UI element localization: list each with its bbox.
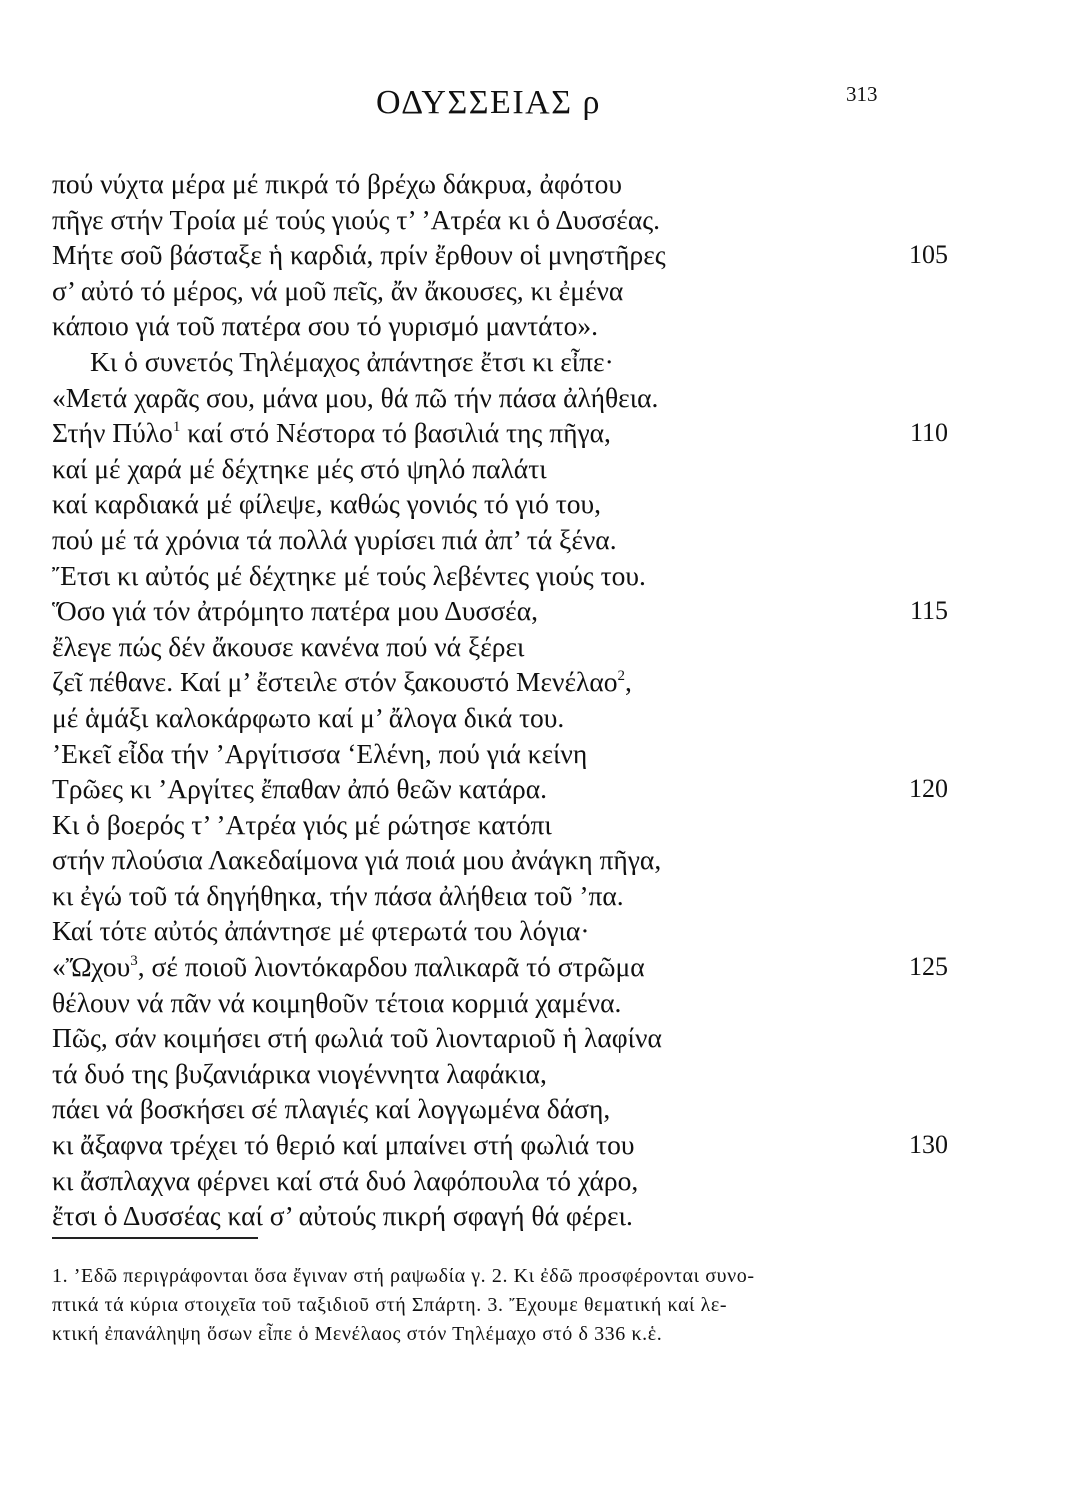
footnote-line: κτική ἐπανάληψη ὅσων εἶπε ὁ Μενέλαος στόν Τηλέμαχο στό δ 336 κ.ἑ.: [52, 1323, 663, 1345]
verse-line: [52, 1020, 1052, 1056]
verse-text-main: σ’ αὐτό τό μέρος, νά μοῦ πεῖς, ἄν ἄκουσες, κι ἐμένα: [52, 274, 624, 306]
verse-text: [52, 1056, 547, 1092]
verse-text-main: στήν πλούσια Λακεδαίμονα γιά ποιά μου ἀνάγκη πῆγα,: [52, 844, 662, 876]
verse-text-main: Μήτε σοῦ βάσταξε ἡ καρδιά, πρίν ἔρθουν οἱ μνηστῆρες: [52, 239, 666, 271]
verse-text-main: καί μέ χαρά μέ δέχτηκε μές στό ψηλό παλάτι: [52, 452, 547, 484]
verse-text: [52, 842, 661, 878]
verse-text: [52, 202, 660, 238]
verse-line: [52, 415, 1052, 451]
verse-text: [52, 237, 666, 273]
verse-line: [52, 949, 1052, 985]
verse-text-main: ’Εκεῖ εἶδα τήν ’Αργίτισσα ‘Ελένη, πού γιά κείνη: [52, 737, 588, 769]
verse-line: [52, 237, 1052, 273]
footnote-line: πτικά τά κύρια στοιχεῖα τοῦ ταξιδιοῦ στή Σπάρτη. 3. Ἔχουμε θεματική καί λε-: [52, 1294, 728, 1316]
verse-line: [52, 1056, 1052, 1092]
verse-text: [52, 629, 524, 665]
verse-line: [52, 807, 1052, 843]
verse-text: [52, 1020, 662, 1056]
verse-text-main: πάει νά βοσκήσει σέ πλαγιές καί λογγωμένα δάση,: [52, 1093, 611, 1125]
verse-line: [52, 736, 1052, 772]
verse-text: [52, 664, 632, 700]
verse-text: [52, 1091, 610, 1127]
verse-line: [52, 1163, 1052, 1199]
verse-line: [52, 593, 1052, 629]
verse-text: [52, 451, 547, 487]
verse-line: [52, 344, 1052, 380]
verse-text-main: Τρῶες κι ’Αργίτες ἔπαθαν ἀπό θεῶν κατάρα.: [52, 773, 547, 805]
verse-line: [52, 771, 1052, 807]
verse-text-main: πού νύχτα μέρα μέ πικρά τό βρέχω δάκρυα, ἀφότου: [52, 168, 623, 199]
verse-line: [52, 664, 1052, 700]
verse-text: [52, 522, 617, 558]
verse-text-main: Καί τότε αὐτός ἀπάντησε μέ φτερωτά του λόγια·: [52, 915, 590, 947]
verse-text-main: κάποιο γιά τοῦ πατέρα σου τό γυρισμό μαντάτο».: [52, 310, 598, 342]
verse-text-main: ἔτσι ὁ Δυσσέας καί σ’ αὐτούς πικρή σφαγή θά φέρει.: [52, 1200, 633, 1232]
verse-line: [52, 558, 1052, 594]
verse-text: [52, 308, 598, 344]
verse-line: [52, 273, 1052, 309]
verse-text: [52, 486, 601, 522]
verse-line: [52, 1127, 1052, 1163]
verse-line: [52, 486, 1052, 522]
verse-text: [52, 558, 646, 594]
verse-text-main: ζεῖ πέθανε. Καί μ’ ἔστειλε στόν ξακουστό Μενέλαο: [52, 666, 618, 698]
verse-text: [52, 913, 590, 949]
footnotes: [52, 1262, 914, 1349]
verse-text-main: Στήν Πύλο: [52, 417, 173, 449]
page-header: [0, 78, 1085, 128]
verse-text: [52, 878, 624, 914]
line-number: 115: [909, 596, 948, 626]
verse-line: [52, 842, 1052, 878]
verse-text-main: κι ἄξαφνα τρέχει τό θεριό καί μπαίνει στή φωλιά του: [52, 1129, 635, 1161]
verse-line: [52, 913, 1052, 949]
page-number: 313: [846, 82, 878, 106]
verse-line: [52, 522, 1052, 558]
verse-text-main: καί καρδιακά μέ φίλεψε, καθώς γονιός τό γιό του,: [52, 488, 601, 520]
verse-line: [52, 380, 1052, 416]
verse-text-main: Κι ὁ συνετός Τηλέμαχος ἀπάντησε ἔτσι κι εἶπε·: [90, 345, 614, 377]
verse-text-continuation: καί στό Νέστορα τό βασιλιά της πῆγα,: [180, 417, 611, 449]
verse-text: [52, 166, 622, 202]
verse-text: [52, 593, 538, 629]
verse-text-main: τά δυό της βυζανιάρικα νιογέννητα λαφάκια,: [52, 1057, 547, 1089]
verse-line: [52, 451, 1052, 487]
verse-text-main: ἔλεγε πώς δέν ἄκουσε κανένα πού νά ξέρει: [52, 630, 525, 662]
line-number: 110: [909, 418, 948, 448]
verse-text-main: κι ἄσπλαχνα φέρνει καί στά δυό λαφόπουλα τό χάρο,: [52, 1164, 639, 1196]
verse-text: [52, 700, 564, 736]
verse-line: [52, 202, 1052, 238]
footnote-line: 1. ’Εδῶ περιγράφονται ὅσα ἔγιναν στή ραψωδία γ. 2. Κι ἐδῶ προσφέρονται συνο-: [52, 1265, 755, 1287]
verse-line: [52, 985, 1052, 1021]
verse-line: [52, 629, 1052, 665]
verse-text-main: Ὅσο γιά τόν ἀτρόμητο πατέρα μου Δυσσέα,: [52, 595, 538, 627]
verse-text: [52, 771, 547, 807]
verse-text-main: «Μετά χαρᾶς σου, μάνα μου, θά πῶ τήν πάσα ἀλήθεια.: [52, 381, 659, 413]
verse-text-main: μέ ἁμάξι καλοκάρφωτο καί μ’ ἄλογα δικά του.: [52, 701, 565, 733]
verse-text: [52, 1198, 633, 1234]
verse-line: [52, 700, 1052, 736]
line-number: 125: [909, 952, 948, 982]
footnote-marker: 1: [172, 419, 181, 436]
verse-line: [52, 1198, 1052, 1234]
verse-text: [52, 1127, 634, 1163]
verse-line: [52, 878, 1052, 914]
verse-text-main: «Ὤχου: [52, 951, 131, 983]
line-number: 105: [909, 240, 948, 270]
line-number: 130: [909, 1130, 948, 1160]
verse-line: [52, 1091, 1052, 1127]
verse-text-main: πῆγε στήν Τροία μέ τούς γιούς τ’ ’Ατρέα κι ὁ Δυσσέας.: [52, 203, 660, 235]
verse-text-continuation: , σέ ποιοῦ λιοντόκαρδου παλικαρᾶ τό στρῶμα: [137, 951, 645, 983]
verse-text: [52, 807, 552, 843]
line-number: 120: [909, 774, 948, 804]
verse-text-main: Ἔτσι κι αὐτός μέ δέχτηκε μέ τούς λεβέντες γιούς του.: [52, 559, 646, 591]
verse-text: [52, 985, 621, 1021]
verse-text: [52, 1163, 638, 1199]
verse-text-main: πού μέ τά χρόνια τά πολλά γυρίσει πιά ἀπ’ τά ξένα.: [52, 523, 617, 555]
verse-line: [52, 308, 1052, 344]
verse-text: [52, 380, 658, 416]
verse-text-continuation: ,: [625, 666, 632, 698]
footnote-divider: [52, 1237, 258, 1239]
footnote-marker: 3: [130, 953, 138, 970]
verse-text-main: Πῶς, σάν κοιμήσει στή φωλιά τοῦ λιονταριοῦ ἡ λαφίνα: [52, 1022, 662, 1054]
verse-text-main: θέλουν νά πᾶν νά κοιμηθοῦν τέτοια κορμιά χαμένα.: [52, 986, 622, 1018]
verse-line: [52, 166, 1052, 202]
verse-text: [90, 344, 614, 380]
verse-text: [52, 415, 611, 451]
footnote-marker: 2: [617, 668, 626, 685]
verse-text: [52, 736, 587, 772]
verse-text: [52, 949, 645, 985]
verse-block: [52, 166, 1052, 1234]
verse-text: [52, 273, 623, 309]
verse-text-main: Κι ὁ βοερός τ’ ’Ατρέα γιός μέ ρώτησε κατόπι: [52, 808, 552, 840]
verse-text-main: κι ἐγώ τοῦ τά δηγήθηκα, τήν πάσα ἀλήθεια τοῦ ’πα.: [52, 879, 624, 911]
running-title: ΟΔΥΣΣΕΙΑΣ ρ: [376, 84, 601, 121]
